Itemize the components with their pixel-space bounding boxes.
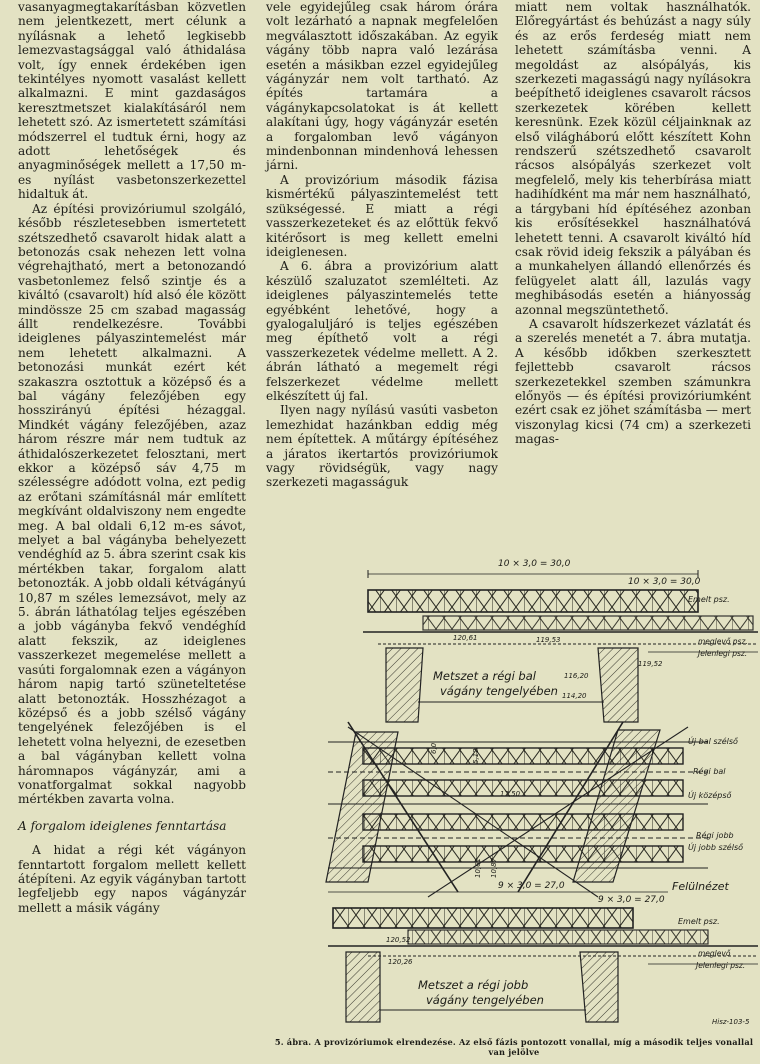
elev-top-3: 119,52 <box>638 660 663 668</box>
elev-11620: 116,20 <box>564 672 589 680</box>
regi-jobb: Régi jobb <box>696 831 734 840</box>
regi-bal: Régi bal <box>693 767 726 776</box>
paragraph: miatt nem voltak használhatók. Előregyártást és behúzást a nagy súly és az erős ferdeség miatt nem lehetett számításba venni. A megoldást az alsópályás, kis szerkezeti magasságú nagy nyílásokra beépíthető ideiglenes csavarolt rácsos szerkezetek körében kellett keresnünk. Ezek közül céljainknak az első világháború előtt készített Kohn rendszerű szétszedhető csavarolt rácsos alsópályás szerkezet volt megfelelő, mely kis teherbírása miatt hadihídként ma már nem használható, a tárgybani híd építéséhez azonban kis erősítésekkel használhatóvá lehetett tenni. A csavarolt kiváltó híd csak rövid ideig fekszik a pályában és a munkahelyen állandó ellenőrzés és felügyelet alatt áll, lazulás vagy meghibásodás esetén a hiányosság azonnal megszüntethető. <box>515 0 751 317</box>
plan-view <box>326 722 743 897</box>
section-heading: A forgalom ideiglenes fenntartása <box>18 818 227 833</box>
elev-top-2: 119,53 <box>536 636 561 644</box>
section-right-line2: vágány tengelyében <box>426 993 544 1007</box>
uj-jobb-szelso: Új jobb szélső <box>688 843 744 852</box>
figure-5-drawing <box>268 552 760 1042</box>
bottom-section-view <box>328 881 758 1026</box>
top-dim-right: 10 × 3,0 = 30,0 <box>628 577 701 587</box>
paragraph: A csavarolt hídszerkezet vázlatát és a szerelés menetét a 7. ábra mutatja. A később időkben szerkesztett fejlettebb csavarolt rácsos szerkezetekkel szemben számunkra előnyös — és építési provizóriumként ezért csak ez jöhet számításba — mert viszonylag kicsi (74 cm) a szerkezeti magas- <box>515 316 751 447</box>
dim-5212: 5,12 <box>472 748 480 764</box>
text-column-1 <box>18 0 246 915</box>
figure-svg <box>268 552 760 1042</box>
dim-1061: 10,61 <box>474 857 482 878</box>
paragraph: Ilyen nagy nyílású vasúti vasbeton lemezhidat hazánkban eddig még nem építettek. A műtárgy építéséhez a járatos ikertartós provizóriumok vagy rövidségük, vagy nagy szerkezeti magasságuk <box>266 403 498 490</box>
text-column-3 <box>515 0 751 447</box>
emelt-psz-top: Emelt psz. <box>688 595 730 604</box>
paragraph: vasanyagmegtakarításban közvetlen nem jelentkezett, mert célunk a nyílásnak a lehető legkisebb lemezvastagsággal való áthidalása volt, így ennek érdekében igen tekintélyes nyomott vasalást kellett alkalmazni. E mint gazdaságos keresztmetszet kialakításáról nem lehetett szó. Az ismertetett számítási módszerrel el tudtuk érni, hogy az adott lehetőségek és anyagminőségek mellett a 17,50 m-es nyílást vasbetonszerkezettel hidaltuk át. <box>18 0 246 202</box>
paragraph: A provizórium második fázisa kismértékű pályaszintemelést tett szükségessé. E miatt a régi vasszerkezeteket és az előttük fekvő kitérősort is meg kellett emelni ideiglenesen. <box>266 172 498 259</box>
uj-bal-szelso: Új bal szélső <box>688 737 738 746</box>
top-section-view <box>363 559 758 722</box>
section-right-line1: Metszet a régi jobb <box>418 978 529 992</box>
felulnezet-label: Felülnézet <box>672 880 729 893</box>
emelt-psz-bottom: Emelt psz. <box>678 917 720 926</box>
section-left-line1: Metszet a régi bal <box>433 669 536 683</box>
text-column-2 <box>266 0 498 490</box>
elev-11420: 114,20 <box>562 692 587 700</box>
bottom-dim-left: 9 × 3,0 = 27,0 <box>498 881 565 891</box>
meglevo-psz: meglevő psz. <box>698 637 748 646</box>
elev-b1: 120,52 <box>386 936 411 944</box>
dim-1750: 17,50 <box>500 790 521 798</box>
elev-b2: 120,26 <box>388 958 413 966</box>
uj-kozepso: Új középső <box>688 791 732 800</box>
meglevo-bottom: meglevő <box>698 949 731 958</box>
jelenlegi-psz-top: Jelenlegi psz. <box>698 649 748 658</box>
paragraph: vele egyidejűleg csak három órára volt lezárható a napnak megfelelően megválasztott időszakában. Az egyik vágány több napra való lezárása esetén a másikban ezzel egyidejűleg vágányzár nem volt tartható. Az építés tartamára a vágánykapcsolatokat is át kellett alakítani úgy, hogy vágányzár esetén a forgalomban levő vágányon mindenbonnan mindenhová lehessen járni. <box>266 0 498 173</box>
section-left-line2: vágány tengelyében <box>440 684 558 698</box>
bottom-dim-right: 9 × 3,0 = 27,0 <box>598 895 665 905</box>
figure-caption: 5. ábra. A provizóriumok elrendezése. Az első fázis pontozott vonallal, míg a második teljes vonallal van jelölve <box>274 1037 754 1057</box>
dim-1087: 10,87 <box>490 857 498 878</box>
figure-code: Hisz-103-5 <box>712 1018 750 1026</box>
paragraph: Az építési provizóriumul szolgáló, később részletesebben ismertetett szétszedhető csavarolt hidak alatt a betonozás csak nehezen lett volna végrehajtható, mert a betonozandó vasbetonlemez felső szintje és a kiváltó (csavarolt) híd alsó éle között mindössze 25 cm szabad magasság állt rendelkezésre. További ideiglenes pályaszintemelést már nem lehetett alkalmazni. A betonozási munkát ezért két szakaszra osztottuk a középső és a bal vágány felezőjében egy hosszirányú építési hézaggal. Mindkét vágány felezőjében, azaz három részre már nem tudtuk az áthidalószerkezetet felosztani, mert ekkor a középső sáv 4,75 m szélességre adódott volna, ezt pedig az erőtani számításnál már említett megkívánt oldalviszony nem engedte meg. A bal oldali 6,12 m-es sávot, melyet a bal vágányba behelyezett vendéghíd az 5. ábra szerint csak kis mértékben takar, forgalom alatt betonozták. A jobb oldali kétvágányú 10,87 m széles lemezsávot, mely az 5. ábrán láthatólag teljes egészében a jobb vágányba fekvő vendéghíd alatt fekszik, az ideiglenes vasszerkezet megemelése mellett a vasúti forgalomnak ezen a vágányon három napig tartó szüneteltetése alatt betonozták. Hosszhézagot a középső és a jobb szélső vágány tengelyének felezőjében is el lehetett volna helyezni, de ezesetben a bal vágányban kellett volna háromnapos vágányzár, ami a vonatforgalmat sokkal nagyobb mértékben zavarta volna. <box>18 201 246 807</box>
top-dim-left: 10 × 3,0 = 30,0 <box>498 559 571 569</box>
elev-top-1: 120,61 <box>453 634 478 642</box>
paragraph: A 6. ábra a provizórium alatt készülő szaluzatot szemlélteti. Az ideiglenes pályaszintemelés tette egyébként lehetővé, hogy a gyalogaluljáró is teljes egészében meg építhető volt a régi vasszerkezetek védelme mellett. A 2. ábrán látható a megemelt régi felszerkezet védelme mellett elkészített új fal. <box>266 259 498 403</box>
jelenlegi-psz-bottom: Jelenlegi psz. <box>696 961 746 970</box>
dim-60: 6,0 <box>430 742 438 754</box>
paragraph: A hidat a régi két vágányon fenntartott forgalom mellett kellett átépíteni. Az egyik vágányban tartott legfeljebb egy napos vágányzár mellett a másik vágány <box>18 843 246 915</box>
